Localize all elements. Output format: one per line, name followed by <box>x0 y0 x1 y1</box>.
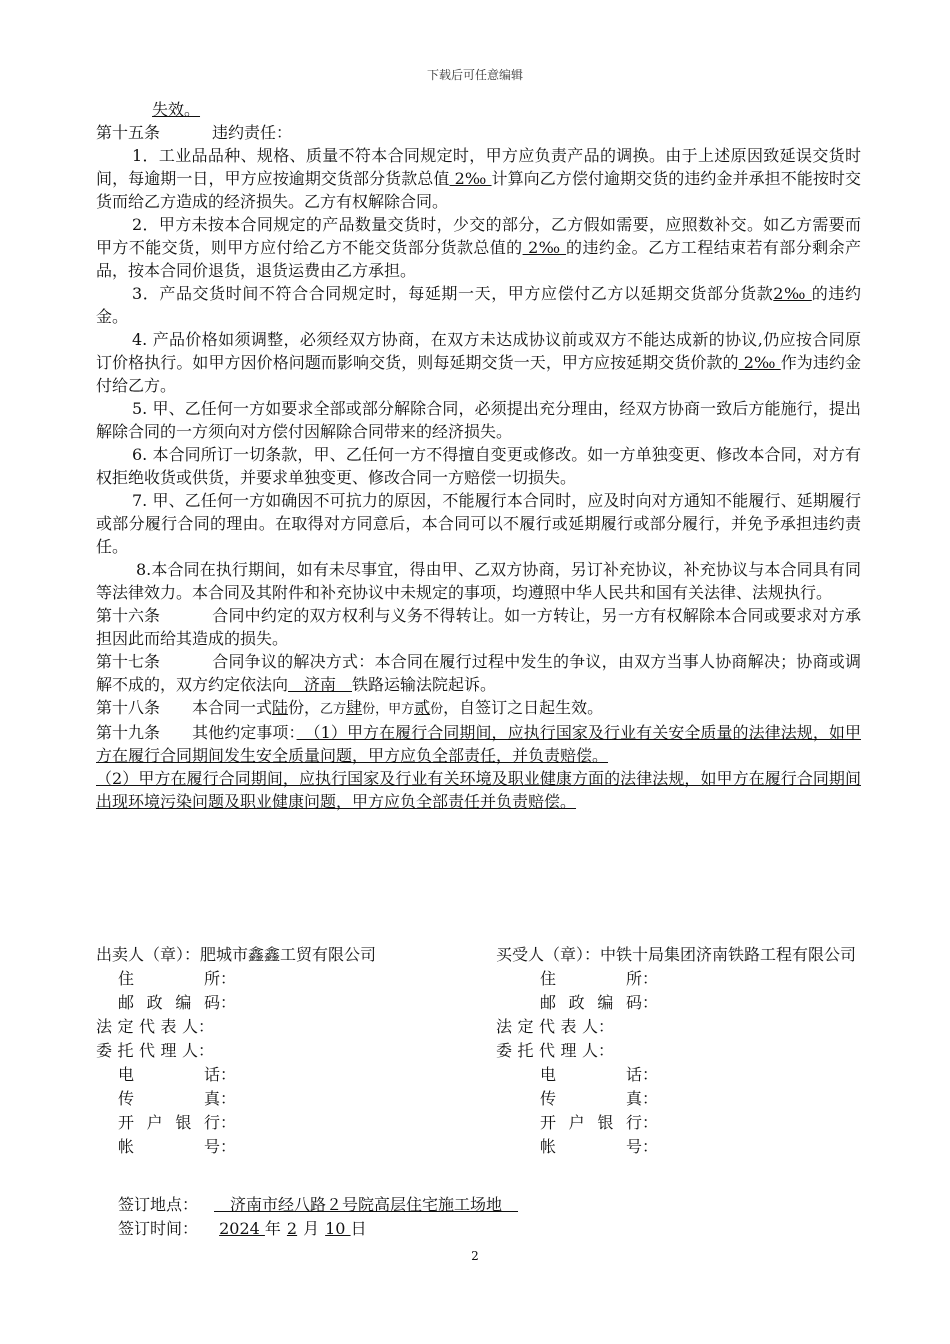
item-1-text-b: 计算向乙方偿付逾期交货的违约金并承担不能按时交货而给乙方造成的经济损失。乙方有权解除合同。 <box>96 169 861 211</box>
field-colon: ： <box>642 993 659 1012</box>
article-19 <box>96 721 861 767</box>
article-18 <box>96 696 861 721</box>
article-15-item-5: 5. 甲、乙任何一方如要求全部或部分解除合同，必须提出充分理由，经双方协商一致后方能施行，提出解除合同的一方须向对方偿付因解除合同带来的经济损失。 <box>96 399 861 441</box>
month-unit: 月 <box>303 1219 320 1238</box>
field-colon: ： <box>642 1065 659 1084</box>
continued-clause-end: 失效。 <box>152 100 201 119</box>
party-fields <box>96 967 861 1159</box>
field-colon: ： <box>598 1017 615 1036</box>
item-3-text-a: 3．产品交货时间不符合合同规定时，每延期一天，甲方应偿付乙方以延期交货部分货款 <box>132 284 774 303</box>
seller-name: 肥城市鑫鑫工贸有限公司 <box>200 945 377 964</box>
item-1-text-a: 1．工业品品种、规格、质量不符本合同规定时，甲方应负责产品的调换。由于上述原因致延误交货时间，每逾期一日，甲方应按逾期交货部分货款总值 <box>96 146 861 188</box>
article-15-item-4 <box>96 328 861 397</box>
field-colon: ： <box>220 1089 237 1108</box>
field-label: 法定代表人 <box>96 1017 198 1036</box>
page-header-note: 下载后可任意编辑 <box>426 68 523 82</box>
party-a-label: 份，甲方 <box>362 702 415 717</box>
field-colon: ： <box>642 1137 659 1156</box>
field-label: 传真 <box>118 1089 220 1108</box>
field-label: 邮政编码 <box>540 993 642 1012</box>
article-18-title: 第十八条 <box>96 698 161 717</box>
buyer-label: 买受人（章）： <box>496 945 601 964</box>
article-19-para-2 <box>96 767 861 813</box>
article-15-item-7: 7. 甲、乙任何一方如确因不可抗力的原因，不能履行本合同时，应及时向对方通知不能履行、延期履行或部分履行合同的理由。在取得对方同意后，本合同可以不履行或延期履行或部分履行，并免予承担违约责任。 <box>96 491 861 556</box>
signing-month: 2 <box>286 1219 298 1238</box>
seller-field <box>96 1135 518 1159</box>
field-label: 帐号 <box>118 1137 220 1156</box>
contract-body <box>96 98 861 813</box>
field-label: 开户银行 <box>540 1113 642 1132</box>
party-field-row <box>96 1015 861 1039</box>
item-4-rate: 2‰ <box>738 353 781 372</box>
seller-field <box>96 967 518 991</box>
day-unit: 日 <box>350 1219 367 1238</box>
court-city: 济南 <box>288 675 353 694</box>
field-label: 帐号 <box>540 1137 642 1156</box>
field-label: 委托代理人 <box>96 1041 198 1060</box>
seller-field <box>96 1111 518 1135</box>
item-2-rate: 2‰ <box>522 238 567 257</box>
seller-field <box>96 1087 518 1111</box>
party-a-unit: 份 <box>430 702 444 717</box>
party-a-copies: 贰 <box>414 698 431 717</box>
copies-unit: 份， <box>288 698 321 717</box>
field-colon: ： <box>220 969 237 988</box>
article-19-item-1: （1）甲方在履行合同期间，应执行国家及行业有关安全质量的法律法规，如甲方在履行合同期间发生安全质量问题，甲方应负全部责任，并负责赔偿。 <box>96 723 861 765</box>
buyer-field <box>518 1087 861 1111</box>
field-label: 电话 <box>540 1065 642 1084</box>
page-number: 2 <box>471 1249 479 1263</box>
field-label: 法定代表人 <box>496 1017 598 1036</box>
field-label: 住所 <box>540 969 642 988</box>
field-colon: ： <box>642 1089 659 1108</box>
seller-field <box>96 1063 518 1087</box>
party-field-row <box>96 1063 861 1087</box>
seller-field <box>96 991 518 1015</box>
field-label: 电话 <box>118 1065 220 1084</box>
signing-year: 2024 <box>219 1219 265 1238</box>
signing-place-row <box>118 1193 518 1217</box>
buyer-field <box>496 1039 861 1063</box>
field-colon: ： <box>198 1017 215 1036</box>
signing-info <box>118 1193 518 1241</box>
buyer-field <box>496 1015 861 1039</box>
item-4-text-b: 作为违约金付给乙方。 <box>96 353 861 395</box>
article-16-text: 合同中约定的双方权利与义务不得转让。如一方转让，另一方有权解除本合同或要求对方承担因此而给其造成的损失。 <box>96 606 861 648</box>
field-colon: ： <box>642 1113 659 1132</box>
signing-day: 10 <box>325 1219 351 1238</box>
article-15-item-2 <box>96 213 861 282</box>
party-field-row <box>96 1111 861 1135</box>
signature-block <box>96 943 861 1159</box>
article-19-item-2: （2）甲方在履行合同期间，应执行国家及行业有关环境及职业健康方面的法律法规，如甲方在履行合同期间出现环境污染问题及职业健康问题，甲方应负全部责任并负责赔偿。 <box>96 769 861 811</box>
buyer-party <box>496 943 861 967</box>
buyer-field <box>518 967 861 991</box>
field-label: 委托代理人 <box>496 1041 598 1060</box>
field-label: 传真 <box>540 1089 642 1108</box>
buyer-field <box>518 991 861 1015</box>
continued-text <box>96 98 861 121</box>
signing-time-label: 签订时间： <box>118 1219 199 1238</box>
copies-total: 陆 <box>272 698 289 717</box>
article-16-title: 第十六条 <box>96 606 161 625</box>
buyer-field <box>518 1111 861 1135</box>
article-15-item-6: 6. 本合同所订一切条款，甲、乙任何一方不得擅自变更或修改。如一方单独变更、修改本合同，对方有权拒绝收货或供货，并要求单独变更、修改合同一方赔偿一切损失。 <box>96 445 861 487</box>
field-label: 开户银行 <box>118 1113 220 1132</box>
year-unit: 年 <box>264 1219 281 1238</box>
field-label: 住所 <box>118 969 220 988</box>
article-15-subject: 违约责任： <box>212 123 293 142</box>
field-colon: ： <box>220 993 237 1012</box>
party-field-row <box>96 991 861 1015</box>
field-colon: ： <box>198 1041 215 1060</box>
seller-label: 出卖人（章）： <box>96 945 201 964</box>
article-15-item-1 <box>96 144 861 213</box>
article-17-title: 第十七条 <box>96 652 161 671</box>
article-15-title: 第十五条 <box>96 123 161 142</box>
signing-place-label: 签订地点： <box>118 1195 199 1214</box>
party-b-label: 乙方 <box>320 702 347 717</box>
field-colon: ： <box>220 1113 237 1132</box>
seller-field <box>96 1039 496 1063</box>
field-colon: ： <box>220 1065 237 1084</box>
article-17-text-a: 合同争议的解决方式：本合同在履行过程中发生的争议，由双方当事人协商解决；协商或调解不成的，双方约定依法向 <box>96 652 861 694</box>
seller-field <box>96 1015 496 1039</box>
buyer-field <box>518 1063 861 1087</box>
party-field-row <box>96 1135 861 1159</box>
copies-text: 本合同一式 <box>192 698 273 717</box>
article-19-title: 第十九条 <box>96 723 161 742</box>
article-15-heading <box>96 121 861 144</box>
party-field-row <box>96 967 861 991</box>
article-17 <box>96 650 861 696</box>
item-2-text-b: 的违约金。乙方工程结束若有部分剩余产品，按本合同价退货，退货运费由乙方承担。 <box>96 238 861 280</box>
party-field-row <box>96 1087 861 1111</box>
article-19-lead: 其他约定事项： <box>192 723 297 742</box>
item-3-text-b: 的违约金。 <box>96 284 861 326</box>
party-field-row <box>96 1039 861 1063</box>
article-16 <box>96 604 861 650</box>
buyer-field <box>518 1135 861 1159</box>
field-colon: ： <box>642 969 659 988</box>
item-3-rate: 2‰ <box>773 284 812 303</box>
buyer-name: 中铁十局集团济南铁路工程有限公司 <box>600 945 857 964</box>
signing-time-row <box>118 1217 518 1241</box>
field-label: 邮政编码 <box>118 993 220 1012</box>
seller-party <box>96 943 496 967</box>
article-15-item-3 <box>96 282 861 328</box>
item-1-rate: 2‰ <box>449 169 492 188</box>
item-4-text-a: 4. 产品价格如须调整，必须经双方协商，在双方未达成协议前或双方不能达成新的协议,仍应按合同原订价格执行。如甲方因价格问题而影响交货，则每延期交货一天，甲方应按延期交货价款的 <box>96 330 861 372</box>
article-15-item-8: 8.本合同在执行期间，如有未尽事宜，得由甲、乙双方协商，另订补充协议，补充协议与本合同具有同等法律效力。本合同及其附件和补充协议中未规定的事项，均遵照中华人民共和国有关法律、法规执行。 <box>96 560 861 602</box>
field-colon: ： <box>220 1137 237 1156</box>
field-colon: ： <box>598 1041 615 1060</box>
party-names-row <box>96 943 861 967</box>
effective-text: ，自签订之日起生效。 <box>443 698 604 717</box>
article-17-text-b: 铁路运输法院起诉。 <box>352 675 497 694</box>
party-b-copies: 肆 <box>346 698 363 717</box>
item-2-text-a: 2．甲方未按本合同规定的产品数量交货时，少交的部分，乙方假如需要，应照数补交。如乙方需要而甲方不能交货，则甲方应付给乙方不能交货部分货款总值的 <box>96 215 861 257</box>
signing-place-value: 济南市经八路２号院高层住宅施工场地 <box>214 1195 519 1214</box>
